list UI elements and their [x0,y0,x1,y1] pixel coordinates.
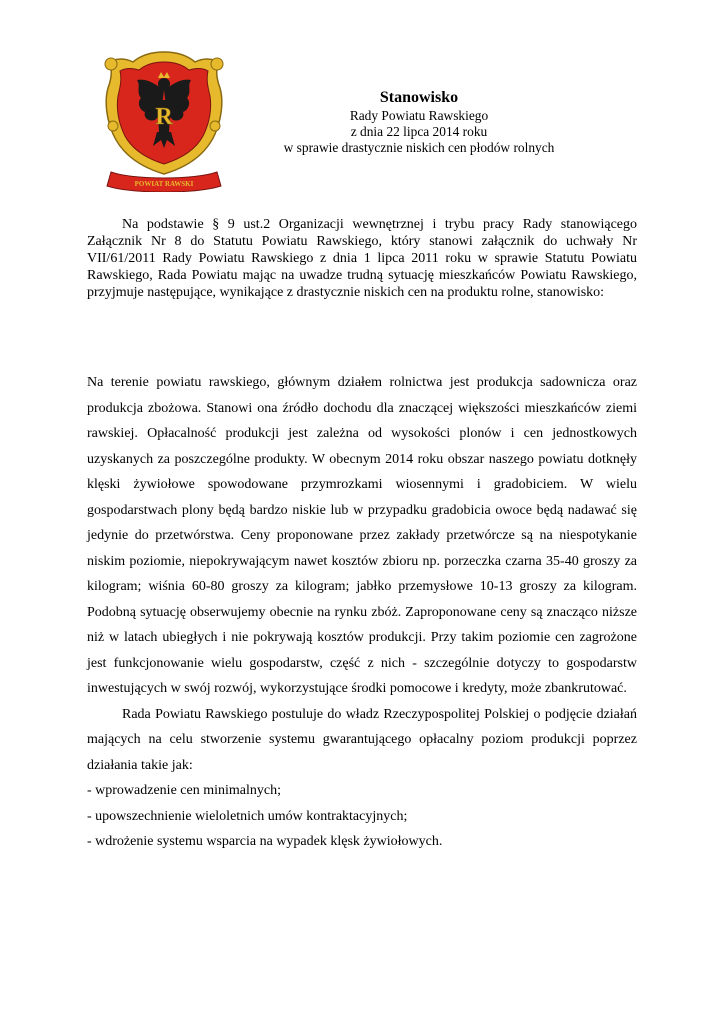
intro-section [87,216,637,301]
heading-line-2: z dnia 22 lipca 2014 roku [350,124,488,139]
eagle-crest-icon [103,50,225,192]
heading-line-3: w sprawie drastycznie niskich cen płodów rolnych [283,140,555,155]
list-item: - wdrożenie systemu wsparcia na wypadek klęsk żywiołowych. [87,834,443,849]
heading-line-1: Rady Powiatu Rawskiego [349,108,489,123]
list-item: - upowszechnienie wieloletnich umów kontraktacyjnych; [87,808,408,824]
document-heading [268,88,570,156]
document-title: Stanowisko [379,89,459,106]
body-paragraph-1: Na terenie powiatu rawskiego, głównym działem rolnictwa jest produkcja sadownicza oraz produkcja zbożowa. Stanowi ona źródło dochodu dla znaczącej większości mieszkańców ziemi rawskiej. Opłacalność produkcji jest zależna od wysokości plonów i cen jednostkowych uzyskanych za poszczególne produkty. W obecnym 2014 roku obszar naszego powiatu dotknęły klęski żywiołowe spowodowane przymrozkami wiosennymi i gradobiciem. W wielu gospodarstwach plony będą bardzo niskie lub w przypadku gradobicia owoce będą nadawać się jedynie do przetwórstwa. Ceny proponowane przez zakłady przetwórcze są na niespotykanie niskim poziomie, niepokrywającym nawet kosztów zbioru np. porzeczka czarna 35-40 groszy za kilogram; wiśnia 60-80 groszy za kilogram; jabłko przemysłowe 10-13 groszy za kilogram. Podobną sytuację obserwujemy obecnie na rynku zbóż. Zaproponowane ceny są znacząco niższe niż w latach ubiegłych i nie pokrywają kosztów produkcji. Przy takim poziomie cen zagrożone jest funkcjonowanie wielu gospodarstw, część z nich - szczególnie dotyczy to gospodarstw inwestujących w swój rozwój, wykorzystujące środki pomocowe i kredyty, może zbankrutować. [87,375,637,696]
crest-letter: R [155,104,173,130]
intro-paragraph: Na podstawie § 9 ust.2 Organizacji wewnętrznej i trybu pracy Rady stanowiącego Załącznik Nr 8 do Statutu Powiatu Rawskiego, który stanowi załącznik do uchwały Nr VII/61/2011 Rady Powiatu Rawskiego z dnia 1 lipca 2011 roku w sprawie Statutu Powiatu Rawskiego, Rada Powiatu mając na uwadze trudną sytuację mieszkańców Powiatu Rawskiego, przyjmuje następujące, wynikające z drastycznie niskich cen na produktu rolne, stanowisko: [87,217,637,300]
body-paragraph-2: Rada Powiatu Rawskiego postuluje do władz Rzeczypospolitej Polskiej o podjęcie działań mających na celu stworzenie systemu gwarantującego opłacalny poziom produkcji poprzez działania takie jak: [87,706,637,773]
crest-ribbon-text: POWIAT RAWSKI [134,180,194,188]
list-item: - wprowadzenie cen minimalnych; [87,783,281,798]
body-section [87,370,637,855]
